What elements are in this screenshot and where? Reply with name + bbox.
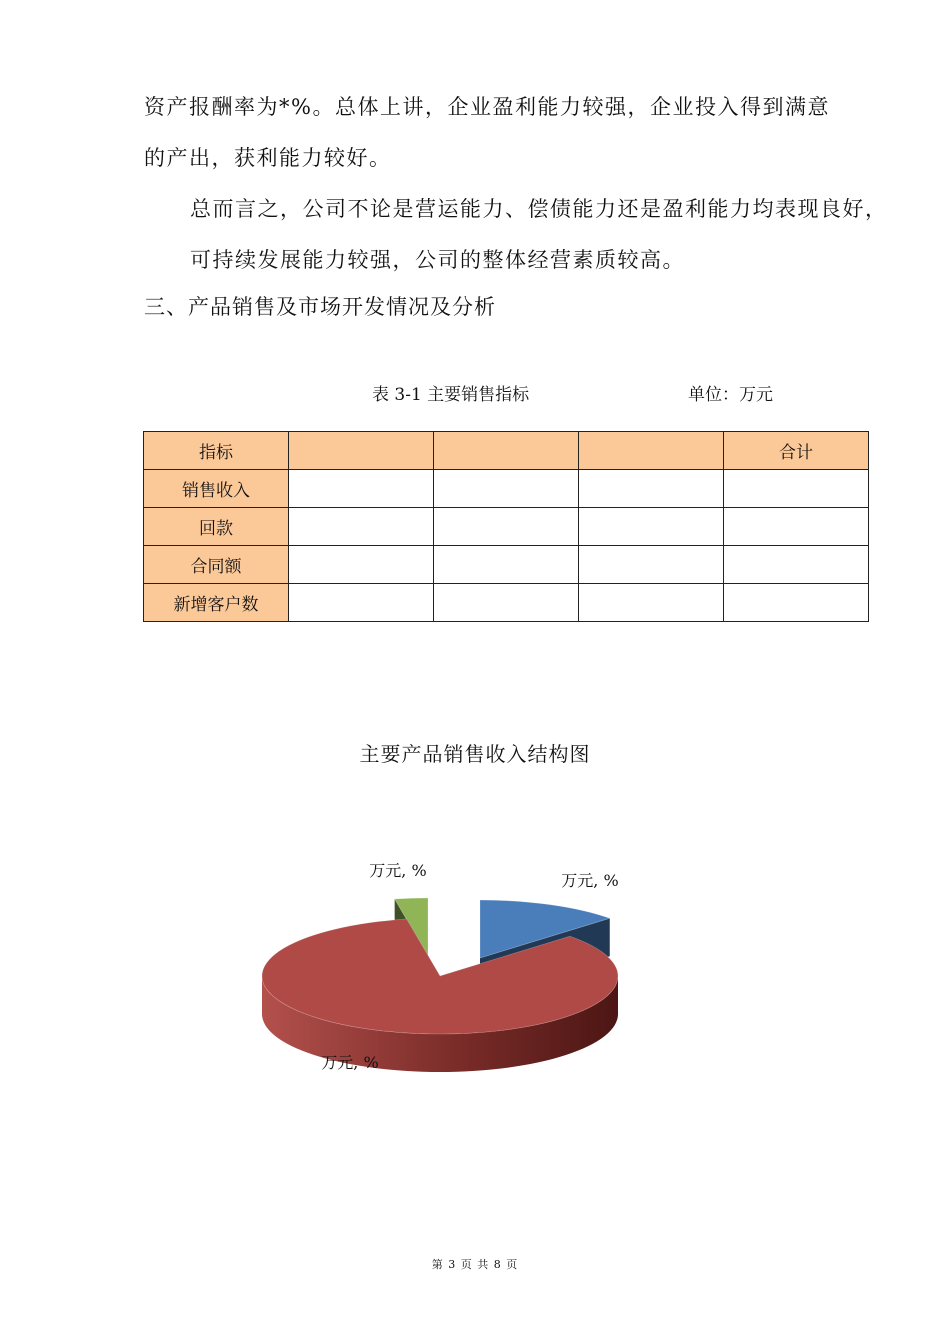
- paragraph-summary: 总而言之，公司不论是营运能力、偿债能力还是盈利能力均表现良好，可持续发展能力较强，公司的整体经营素质较高。: [190, 197, 888, 272]
- table-cell: [289, 508, 434, 546]
- table-cell: [724, 546, 869, 584]
- table-row: [144, 546, 869, 584]
- pie-slice-label: 万元, %: [561, 871, 619, 890]
- row-label-sales-revenue: 销售收入: [144, 470, 289, 508]
- table-header-row: [144, 432, 869, 470]
- table-cell: [724, 470, 869, 508]
- row-label-collections: 回款: [144, 508, 289, 546]
- table-row: [144, 584, 869, 622]
- header-cell: [289, 432, 434, 470]
- table-row: [144, 470, 869, 508]
- pie-slice-label: 万元, %: [369, 861, 427, 880]
- table-caption: 表 3-1 主要销售指标: [372, 385, 530, 405]
- pie-chart: [240, 850, 670, 1090]
- table-cell: [724, 584, 869, 622]
- page-footer: 第 3 页 共 8 页: [431, 1258, 519, 1271]
- table-cell: [579, 584, 724, 622]
- header-cell: 指标: [144, 432, 289, 470]
- table-cell: [434, 584, 579, 622]
- table-cell: [434, 508, 579, 546]
- header-cell: [579, 432, 724, 470]
- paragraph-profitability: 资产报酬率为*%。总体上讲，企业盈利能力较强，企业投入得到满意的产出，获利能力较好。: [144, 95, 830, 170]
- table-cell: [579, 508, 724, 546]
- header-cell: [434, 432, 579, 470]
- table-cell: [724, 508, 869, 546]
- table-unit: 单位：万元: [688, 385, 773, 405]
- table-cell: [289, 470, 434, 508]
- table-row: [144, 508, 869, 546]
- table-cell: [289, 584, 434, 622]
- table-cell: [289, 546, 434, 584]
- section-heading: 三、产品销售及市场开发情况及分析: [144, 295, 496, 319]
- chart-title: 主要产品销售收入结构图: [359, 742, 591, 766]
- table-cell: [434, 470, 579, 508]
- row-label-new-customers: 新增客户数: [144, 584, 289, 622]
- row-label-contract-amount: 合同额: [144, 546, 289, 584]
- table-cell: [434, 546, 579, 584]
- table-cell: [579, 470, 724, 508]
- header-cell: 合计: [724, 432, 869, 470]
- pie-slice-label: 万元, %: [321, 1053, 379, 1072]
- sales-indicator-table: [143, 431, 869, 622]
- table-cell: [579, 546, 724, 584]
